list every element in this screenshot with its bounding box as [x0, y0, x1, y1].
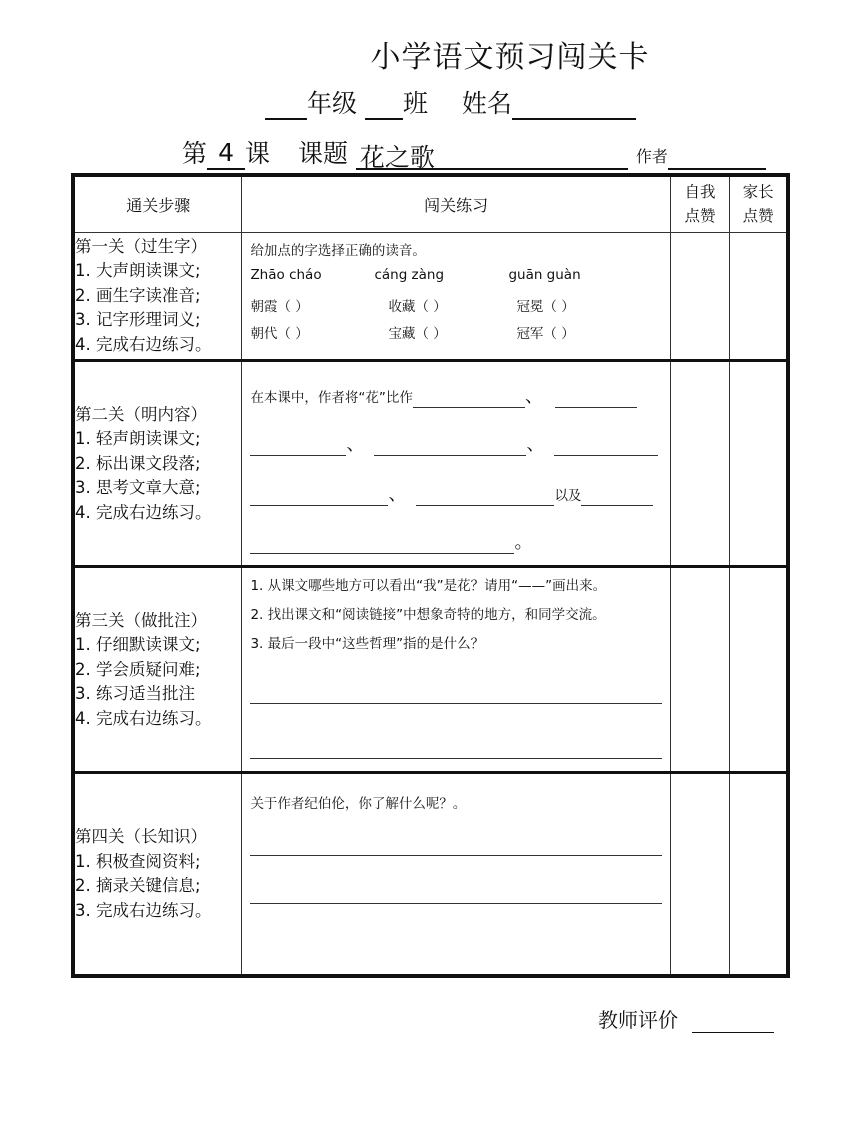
word-choice[interactable]: 朝代（ ） — [250, 325, 309, 342]
stage4-question: 关于作者纪伯伦，你了解什么呢？。 — [250, 796, 467, 813]
stage4-steps — [73, 773, 242, 976]
word-choice[interactable]: 宝藏（ ） — [388, 325, 447, 342]
answer-blank[interactable] — [581, 487, 653, 506]
stage4-step: 3. 完成右边练习。 — [75, 900, 212, 920]
grade-blank[interactable] — [265, 88, 307, 120]
lesson-suffix: 课 — [245, 139, 271, 168]
stage3-parent-like[interactable] — [730, 567, 788, 773]
stage3-question: 3. 最后一段中“这些哲理”指的是什么？ — [250, 636, 485, 653]
stage3-step: 2. 学会质疑问难; — [75, 659, 201, 679]
name-label: 姓名 — [461, 89, 512, 118]
pinyin: cáng zàng — [374, 266, 445, 283]
answer-line[interactable] — [250, 855, 661, 856]
stage3-title: 第三关（做批注） — [75, 610, 207, 630]
stage4-parent-like[interactable] — [730, 773, 788, 976]
stage2-self-like[interactable] — [670, 361, 729, 567]
author-blank[interactable] — [668, 138, 766, 170]
answer-line[interactable] — [250, 758, 661, 759]
stage4-title: 第四关（长知识） — [75, 827, 207, 847]
stage3-question: 1. 从课文哪些地方可以看出“我”是花？请用“——”画出来。 — [250, 578, 607, 595]
stage1-title: 第一关（过生字） — [75, 236, 207, 256]
lesson-line — [182, 134, 766, 170]
stage3-question: 2. 找出课文和“阅读链接”中想象奇特的地方，和同学交流。 — [250, 607, 606, 624]
lesson-number: 4 — [207, 138, 245, 170]
stage2-title: 第二关（明内容） — [75, 404, 207, 424]
stage1-self-like[interactable] — [670, 232, 729, 361]
topic-value: 花之歌 — [356, 138, 628, 170]
answer-blank[interactable] — [250, 487, 388, 506]
stage1-step: 2. 画生字读准音; — [75, 285, 201, 305]
stage1-steps — [73, 232, 242, 361]
col-header-self-like: 自我 点赞 — [670, 175, 729, 232]
stage1-step: 4. 完成右边练习。 — [75, 334, 212, 354]
topic-label: 课题 — [297, 139, 348, 168]
word-choice[interactable]: 朝霞（ ） — [250, 298, 309, 315]
word-choice[interactable]: 冠冕（ ） — [516, 298, 575, 315]
answer-blank[interactable] — [374, 437, 526, 456]
stage4-step: 1. 积极查阅资料; — [75, 851, 201, 871]
stage2-step: 1. 轻声朗读课文; — [75, 429, 201, 449]
answer-blank[interactable] — [413, 389, 525, 408]
stage3-step: 3. 练习适当批注 — [75, 684, 195, 704]
stage1-step: 3. 记字形理词义; — [75, 310, 201, 330]
stage2-parent-like[interactable] — [730, 361, 788, 567]
stage1-exercise — [242, 232, 670, 361]
stage2-step: 3. 思考文章大意; — [75, 478, 201, 498]
pinyin: guān guàn — [508, 266, 581, 283]
author-label: 作者 — [635, 147, 668, 166]
answer-blank[interactable] — [250, 535, 514, 554]
page-title: 小学语文预习闯关卡 — [370, 40, 650, 75]
stage3-self-like[interactable] — [670, 567, 729, 773]
stage1-step: 1. 大声朗读课文; — [75, 261, 201, 281]
stage2-and: 以及 — [554, 488, 582, 505]
answer-line[interactable] — [250, 703, 661, 704]
pinyin: Zhāo cháo — [250, 266, 322, 283]
col-header-parent-like: 家长 点赞 — [730, 175, 788, 232]
stage3-steps — [73, 567, 242, 773]
answer-blank[interactable] — [555, 389, 637, 408]
word-choice[interactable]: 冠军（ ） — [516, 325, 575, 342]
stage3-step: 1. 仔细默读课文; — [75, 635, 201, 655]
grade-label: 年级 — [307, 89, 358, 118]
grade-class-name-line — [265, 84, 636, 120]
stage2-line2: 、 、 — [250, 430, 661, 456]
stage3-row — [73, 567, 788, 773]
class-blank[interactable] — [365, 88, 403, 120]
stage2-line1: 在本课中，作者将“花”比作 、 — [250, 382, 661, 408]
name-blank[interactable] — [512, 88, 636, 120]
lesson-prefix: 第 — [182, 139, 208, 168]
stage2-prompt: 在本课中，作者将“花”比作 — [250, 390, 413, 407]
class-label: 班 — [402, 89, 428, 118]
answer-line[interactable] — [250, 903, 661, 904]
answer-blank[interactable] — [554, 437, 658, 456]
word-choice[interactable]: 收藏（ ） — [388, 298, 447, 315]
answer-blank[interactable] — [250, 437, 346, 456]
stage4-self-like[interactable] — [670, 773, 729, 976]
stage2-row — [73, 361, 788, 567]
stage2-step: 2. 标出课文段落; — [75, 453, 201, 473]
answer-blank[interactable] — [416, 487, 554, 506]
stage4-step: 2. 摘录关键信息; — [75, 876, 201, 896]
stage1-parent-like[interactable] — [730, 232, 788, 361]
stage2-step: 4. 完成右边练习。 — [75, 502, 212, 522]
stage3-step: 4. 完成右边练习。 — [75, 708, 212, 728]
col-header-steps: 通关步骤 — [73, 175, 242, 232]
stage2-line3: 、 以及 — [250, 480, 661, 506]
teacher-evaluation — [598, 1004, 774, 1033]
stage1-instruction: 给加点的字选择正确的读音。 — [250, 242, 426, 259]
checkpoint-table — [71, 173, 790, 978]
header-row — [73, 175, 788, 232]
stage2-line4: 。 — [250, 528, 661, 554]
stage2-steps — [73, 361, 242, 567]
stage4-row — [73, 773, 788, 976]
teacher-evaluation-blank[interactable] — [692, 1010, 774, 1033]
col-header-exercise: 闯关练习 — [242, 175, 670, 232]
stage4-exercise — [242, 773, 670, 976]
stage2-exercise — [242, 361, 670, 567]
stage3-exercise — [242, 567, 670, 773]
stage1-row — [73, 232, 788, 361]
teacher-label: 教师评价 — [598, 1008, 678, 1032]
